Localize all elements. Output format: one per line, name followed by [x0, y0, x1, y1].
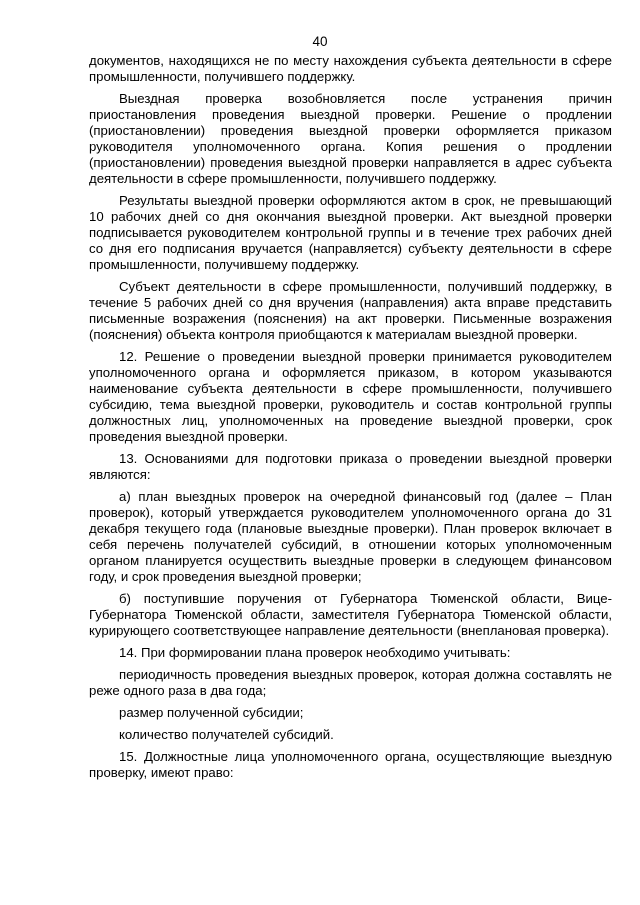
- paragraph-periodicity: периодичность проведения выездных проверок, которая должна составлять не реже одного раза в два года;: [89, 667, 612, 698]
- paragraph-inspection-results: Результаты выездной проверки оформляются актом в срок, не превышающий 10 рабочих дней со дня окончания выездной проверки. Акт выездной проверки подписывается руководителем контрольной группы и в течение трех рабочих дней со дня его подписания вручается (направляется) субъекту деятельности в сфере промышленности, получившему поддержку.: [89, 193, 612, 272]
- paragraph-subsidy-size: размер полученной субсидии;: [119, 705, 304, 720]
- paragraph-item-14: 14. При формировании плана проверок необходимо учитывать:: [119, 645, 511, 660]
- paragraph-continuation: документов, находящихся не по месту нахождения субъекта деятельности в сфере промышленности, получившего поддержку.: [89, 53, 612, 84]
- paragraph-item-12: 12. Решение о проведении выездной проверки принимается руководителем уполномоченного органа и оформляется приказом, в котором указываются наименование субъекта деятельности в сфере промышленности, получившего субсидию, тема выездной проверки, руководитель и состав контрольной группы должностных лиц, уполномоченных на проведение выездной проверки, срок проведения выездной проверки.: [89, 349, 612, 444]
- paragraph-inspection-resumption: Выездная проверка возобновляется после устранения причин приостановления проведения выездной проверки. Решение о продлении (приостановлении) проведения выездной проверки оформляется приказом руководителя уполномоченного органа. Копия решения о продлении (приостановлении) проведения выездной проверки направляется в адрес субъекта деятельности в сфере промышленности, получившего поддержку.: [89, 91, 612, 186]
- paragraph-item-15: 15. Должностные лица уполномоченного органа, осуществляющие выездную проверку, имеют право:: [89, 749, 612, 780]
- paragraph-item-13: 13. Основаниями для подготовки приказа о проведении выездной проверки являются:: [89, 451, 612, 482]
- paragraph-recipient-count: количество получателей субсидий.: [119, 727, 334, 742]
- paragraph-item-13b: б) поступившие поручения от Губернатора Тюменской области, Вице-Губернатора Тюменской области, заместителя Губернатора Тюменской области, курирующего соответствующее направление деятельности (внеплановая проверка).: [89, 591, 612, 638]
- document-body: [89, 53, 612, 787]
- paragraph-item-13a: а) план выездных проверок на очередной финансовый год (далее – План проверок), который утверждается руководителем уполномоченного органа до 31 декабря текущего года (плановые выездные проверки). План проверок включает в себя перечень получателей субсидий, в отношении которых уполномоченным органом планируется осуществить выездные проверки в следующем финансовом году, и срок проведения выездной проверки;: [89, 489, 612, 584]
- page-number: 40: [312, 34, 328, 49]
- paragraph-objections: Субъект деятельности в сфере промышленности, получивший поддержку, в течение 5 рабочих дней со дня вручения (направления) акта вправе представить письменные возражения (пояснения) на акт проверки. Письменные возражения (пояснения) объекта контроля приобщаются к материалам выездной проверки.: [89, 279, 612, 342]
